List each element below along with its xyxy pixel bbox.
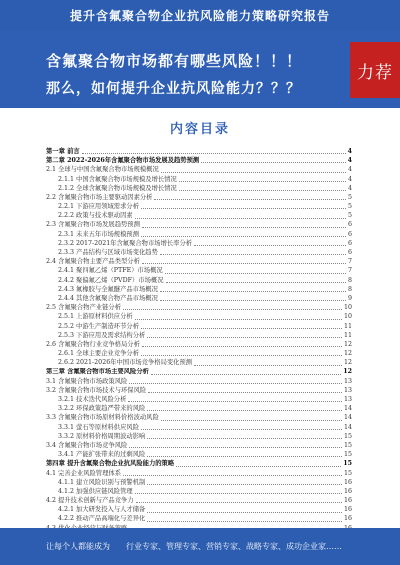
toc-entry[interactable] [46,413,352,422]
toc-entry[interactable] [46,230,352,239]
toc-entry[interactable] [46,184,352,193]
toc-leader-dots [123,474,342,476]
toc-entry-title: 3.4.1 产能扩张带来的过剩风险 [58,451,146,459]
toc-entry-title: 2.4.1 聚四氟乙烯（PTFE）市场概况 [58,267,163,275]
toc-entry-page: 4 [347,184,352,192]
toc-entry-page: 15 [343,451,352,459]
toc-entry[interactable] [46,294,352,303]
toc-leader-dots [179,180,346,182]
toc-leader-dots [147,483,342,485]
toc-entry-title: 2.4.2 聚偏氟乙烯（PVDF）市场概况 [58,276,164,284]
toc-entry[interactable] [46,156,352,165]
toc-entry-page: 16 [343,478,352,486]
toc-entry[interactable] [46,505,352,514]
toc-entry-title: 第四章 提升含氟聚合物企业抗风险能力的策略 [46,460,175,468]
toc-entry-page: 15 [343,460,352,468]
toc-entry-title: 3.3.1 萤石等原材料供应风险 [58,423,139,431]
toc-entry-title: 3.3.2 原材料价格周期波动影响 [58,432,146,440]
toc-entry-page: 8 [347,285,352,293]
toc-entry-page: 12 [343,359,352,367]
toc-leader-dots [135,318,342,320]
toc-entry-page: 14 [343,423,352,431]
toc-leader-dots [147,437,342,439]
toc-entry-title: 3.4 含氟聚合物市场竞争风险 [46,441,128,449]
toc-leader-dots [160,299,346,301]
toc-entry[interactable] [46,459,352,468]
toc-entry-title: 2.4 含氟聚合物主要产品类型分析 [46,258,140,266]
toc-entry[interactable] [46,175,352,184]
toc-entry[interactable] [46,211,352,220]
toc-entry-title: 4.2.1 加大研发投入与人才储备 [58,506,146,514]
toc-entry[interactable] [46,496,352,505]
toc-entry[interactable] [46,331,352,340]
toc-leader-dots [194,244,346,246]
toc-entry[interactable] [46,202,352,211]
toc-entry-title: 2.5.3 下游应用及需求结构分析 [58,331,146,339]
toc-entry-title: 2.1 全球与中国含氟聚合物市场规模概况 [46,166,159,174]
toc-leader-dots [128,400,342,402]
toc-entry[interactable] [46,257,352,266]
toc-entry-page: 16 [343,487,352,495]
toc-entry-page: 10 [343,304,352,312]
toc-entry-page: 4 [347,147,352,155]
toc-leader-dots [142,262,346,264]
toc-entry-page: 7 [347,258,352,266]
toc-entry-title: 4.1 完善企业风险管理体系 [46,469,121,477]
toc-leader-dots [141,428,342,430]
toc-entry-title: 2.6 含氟聚合物行业竞争格局分析 [46,340,140,348]
toc-entry-title: 第二章 2022-2026年含氟聚合物市场发展及趋势预测 [46,157,200,165]
toc-leader-dots [160,253,346,255]
toc-entry[interactable] [46,478,352,487]
toc-entry[interactable] [46,515,352,524]
toc-leader-dots [141,207,346,209]
toc-entry[interactable] [46,386,352,395]
toc-entry-page: 5 [347,212,352,220]
toc-entry-page: 12 [343,340,352,348]
toc-leader-dots [151,373,341,375]
toc-entry-page: 16 [343,515,352,523]
toc-leader-dots [148,391,342,393]
toc-entry-page: 14 [343,414,352,422]
toc-entry-title: 2.2.2 政策与技术驱动因素 [58,212,133,220]
toc-entry-title: 3.3 含氟聚合物市场原材料价格波动风险 [46,414,159,422]
toc-leader-dots [166,281,346,283]
toc-entry[interactable] [46,303,352,312]
toc-entry-page: 11 [343,331,352,339]
toc-heading: 内容目录 [169,122,230,137]
toc-entry-title: 2.4.3 氟橡胶与全氟醚产品市场概况 [58,285,158,293]
toc-entry-page: 4 [347,157,352,165]
toc-entry-page: 13 [343,386,352,394]
toc-entry-title: 2.5.1 上游原材料供应分析 [58,313,133,321]
toc-entry[interactable] [46,423,352,432]
toc-entry-title: 2.1.2 全球含氟聚合物市场规模及增长情况 [58,184,177,192]
footer-bar [0,528,400,565]
toc-entry-page: 16 [343,497,352,505]
toc-leader-dots [147,455,342,457]
toc-entry[interactable] [46,340,352,349]
toc-entry-page: 14 [343,405,352,413]
toc-entry-title: 2.4.4 其他含氟聚合物产品市场概况 [58,294,158,302]
toc-entry[interactable] [46,441,352,450]
toc-leader-dots [129,382,342,384]
toc-entry[interactable] [46,147,352,156]
toc-entry[interactable] [46,193,352,202]
footer-slogan: 让每个人都能成为 [46,542,110,551]
toc-entry[interactable] [46,239,352,248]
toc-entry-page: 15 [343,469,352,477]
toc-entry[interactable] [46,487,352,496]
toc-entry[interactable] [46,469,352,478]
toc-leader-dots [141,327,342,329]
toc-leader-dots [136,501,342,503]
toc-leader-dots [154,198,346,200]
toc-entry-page: 5 [347,193,352,201]
toc-entry-title: 2.5.2 中游生产制造环节分析 [58,322,139,330]
toc-entry-title: 4.2 提升技术创新与产品竞争力 [46,497,134,505]
toc-entry[interactable] [46,395,352,404]
toc-entry-title: 2.3.1 未来五年市场规模预测 [58,230,139,238]
toc-entry-title: 3.2 含氟聚合物市场技术与环保风险 [46,386,147,394]
toc-entry-title: 第三章 含氟聚合物市场主要风险分析 [46,368,149,376]
toc-leader-dots [141,354,342,356]
toc-entry[interactable] [46,450,352,459]
toc-entry-page: 15 [343,441,352,449]
toc-entry[interactable] [46,368,352,377]
toc-entry-title: 4.1.1 建立风险识别与预警机制 [58,478,146,486]
toc-entry-title: 2.3 含氟聚合物市场发展趋势预测 [46,221,140,229]
toc-entry-title: 2.2 含氟聚合物市场主要驱动因素分析 [46,193,153,201]
toc-leader-dots [165,272,346,274]
toc-entry-page: 13 [343,377,352,385]
promo-banner [0,30,400,108]
report-title: 提升含氟聚合物企业抗风险能力策略研究报告 [69,8,330,23]
toc-entry[interactable] [46,165,352,174]
toc-entry-page: 8 [347,276,352,284]
toc-entry-page: 6 [347,249,352,257]
toc-leader-dots [160,290,346,292]
toc-entry-page: 13 [343,396,352,404]
toc-entry[interactable] [46,358,352,367]
toc-leader-dots [142,345,342,347]
table-of-contents [46,147,352,523]
toc-entry-title: 3.2.2 环保政策趋严带来的风险 [58,405,146,413]
toc-entry[interactable] [46,285,352,294]
toc-leader-dots [135,217,346,219]
toc-entry-page: 6 [347,239,352,247]
toc-entry-page: 4 [347,166,352,174]
toc-leader-dots [123,308,342,310]
toc-entry[interactable] [46,377,352,386]
toc-leader-dots [201,161,345,163]
toc-entry-page: 5 [347,203,352,211]
toc-leader-dots [141,235,346,237]
toc-entry-title: 4.1.2 加强供应链风险管理 [58,487,133,495]
toc-leader-dots [135,492,342,494]
toc-entry-page: 7 [347,267,352,275]
toc-leader-dots [161,419,342,421]
toc-entry[interactable] [46,349,352,358]
footer-tags: 行业专家、管理专家、营销专家、战略专家、成功企业家…… [126,542,342,551]
toc-entry-title: 2.6.2 2021-2026年中国市场竞争格局变化预测 [58,359,193,367]
toc-leader-dots [82,152,346,154]
toc-entry[interactable] [46,221,352,230]
toc-entry-title: 2.1.1 中国含氟聚合物市场规模及增长情况 [58,175,177,183]
toc-entry-page: 16 [343,506,352,514]
toc-leader-dots [147,409,342,411]
toc-leader-dots [176,465,341,467]
toc-entry[interactable] [46,312,352,321]
toc-entry-title: 2.3.2 2017-2021年含氟聚合物市场增长率分析 [58,239,193,247]
recommend-badge: 力荐 [350,42,400,98]
toc-leader-dots [147,336,342,338]
toc-entry-title: 2.5 含氟聚合物产业链分析 [46,304,121,312]
toc-entry[interactable] [46,432,352,441]
toc-leader-dots [147,520,342,522]
toc-entry-page: 6 [347,230,352,238]
toc-leader-dots [147,511,342,513]
toc-entry-page: 4 [347,175,352,183]
toc-entry-title: 第一章 前言 [46,147,80,155]
toc-entry-page: 10 [343,313,352,321]
toc-entry-page: 9 [347,294,352,302]
toc-entry-title: 4.2.2 推动产品高端化与差异化 [58,515,146,523]
banner-subheadline: 那么，如何提升企业抗风险能力？？？ [46,81,301,97]
toc-entry-title: 3.1 含氟聚合物市场政策风险 [46,377,128,385]
toc-entry[interactable] [46,404,352,413]
toc-entry-title: 2.6.1 全球主要企业竞争分析 [58,350,139,358]
toc-entry-page: 12 [343,368,352,376]
toc-entry-title: 2.3.3 产品结构与区域市场变化趋势 [58,249,158,257]
toc-entry-page: 11 [343,322,352,330]
toc-entry-title: 2.2.1 下游应用领域需求分析 [58,203,139,211]
toc-entry-title: 3.2.1 技术迭代风险分析 [58,396,127,404]
toc-leader-dots [142,226,346,228]
toc-entry[interactable] [46,322,352,331]
toc-entry[interactable] [46,276,352,285]
banner-headline: 含氟聚合物市场都有哪些风险！！！ [46,52,303,70]
report-header [0,0,400,30]
toc-leader-dots [161,171,346,173]
toc-entry-page: 12 [343,350,352,358]
toc-entry[interactable] [46,248,352,257]
toc-leader-dots [194,364,342,366]
toc-entry-page: 6 [347,221,352,229]
toc-entry[interactable] [46,266,352,275]
toc-entry-page: 15 [343,432,352,440]
toc-leader-dots [129,446,342,448]
toc-leader-dots [179,189,346,191]
